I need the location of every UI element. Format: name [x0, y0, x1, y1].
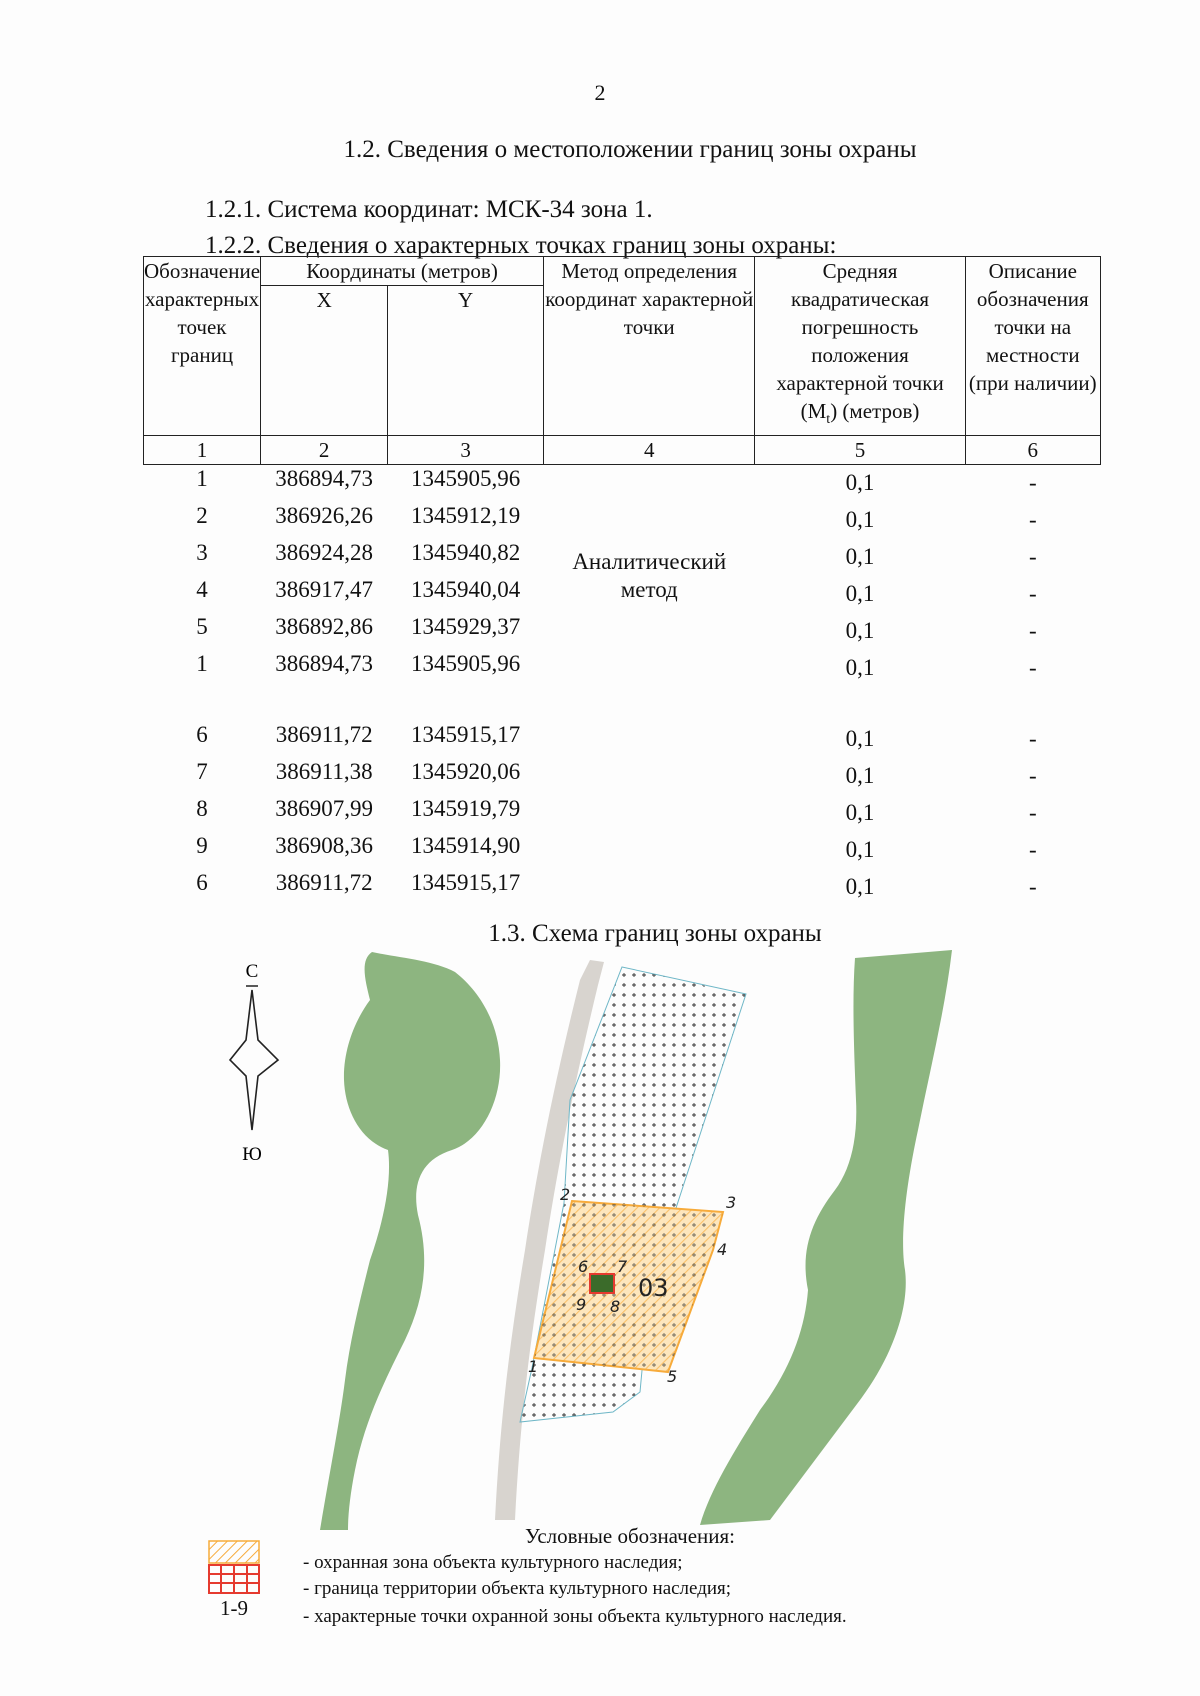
coord-x: 386894,73: [275, 466, 374, 491]
accuracy-value: 0,1: [845, 763, 875, 788]
map-point-label-4: 4: [717, 1240, 728, 1259]
description-value: -: [1028, 470, 1037, 495]
method-empty: [544, 869, 755, 906]
method-empty: [544, 832, 755, 869]
legend-title: Условные обозначения:: [524, 1524, 736, 1548]
header-method: Метод определения координат характерной точки: [544, 257, 755, 436]
table-row: [144, 721, 1101, 758]
compass-south: Ю: [242, 1144, 262, 1165]
legend-territory-swatch: [208, 1564, 260, 1599]
header-accuracy: Средняя квадратическая погрешность положения характерной точки $(M_t)$ (метров): [755, 257, 965, 436]
accuracy-value: 0,1: [845, 544, 875, 569]
legend-item-territory: - граница территории объекта культурного наследия;: [303, 1578, 732, 1599]
points-heading: 1.2.2. Сведения о характерных точках границ зоны охраны:: [205, 232, 837, 259]
map-point-label-1: 1: [528, 1357, 539, 1376]
accuracy-value: 0,1: [845, 655, 875, 680]
description-value: -: [1028, 800, 1037, 825]
map-point-label-7: 7: [617, 1257, 628, 1276]
coord-x: 386907,99: [275, 796, 374, 821]
scheme-title: 1.3. Схема границ зоны охраны: [488, 920, 822, 947]
map-point-label-9: 9: [576, 1295, 587, 1314]
point-number: 1: [196, 466, 208, 491]
gap-cell: [755, 687, 965, 721]
point-number: 6: [196, 722, 208, 747]
coord-y: 1345929,37: [411, 614, 521, 639]
accuracy-value: 0,1: [845, 581, 875, 606]
method-value: Аналитический метод: [572, 549, 727, 602]
method-empty: [544, 721, 755, 758]
method-empty: [544, 758, 755, 795]
coord-y: 1345915,17: [411, 870, 521, 895]
cultural-object-territory: [590, 1274, 614, 1293]
gap-cell: [388, 687, 544, 721]
boundary-map: [0, 940, 1200, 1580]
gap-cell: [544, 687, 755, 721]
header-coords: Координаты (метров): [261, 257, 544, 286]
table-row: [144, 465, 1101, 503]
north-arrow-icon: [230, 961, 278, 1165]
point-number: 1: [196, 651, 208, 676]
coord-x: 386911,38: [275, 759, 373, 784]
coord-y: 1345919,79: [411, 796, 521, 821]
description-value: -: [1028, 837, 1037, 862]
coordinate-system-line: 1.2.1. Система координат: МСК-34 зона 1.: [205, 196, 653, 223]
gap-cell: [144, 687, 261, 721]
colnum-5: 5: [755, 436, 965, 465]
colnum-2: 2: [261, 436, 388, 465]
description-value: -: [1028, 581, 1037, 606]
table-row: [144, 832, 1101, 869]
point-number: 8: [196, 796, 208, 821]
vegetation-area-left: [320, 952, 500, 1530]
gap-cell: [965, 687, 1100, 721]
description-value: -: [1028, 763, 1037, 788]
coord-x: 386924,28: [275, 540, 374, 565]
description-value: -: [1028, 655, 1037, 680]
section-title: 1.2. Сведения о местоположении границ зоны охраны: [343, 136, 917, 163]
coord-x: 386911,72: [275, 722, 373, 747]
coord-y: 1345940,04: [411, 577, 521, 602]
point-number: 6: [196, 870, 208, 895]
accuracy-value: 0,1: [845, 800, 875, 825]
accuracy-value: 0,1: [845, 618, 875, 643]
coord-x: 386911,72: [275, 870, 373, 895]
colnum-4: 4: [544, 436, 755, 465]
map-point-label-6: 6: [578, 1257, 589, 1276]
colnum-1: 1: [144, 436, 261, 465]
table-row: [144, 869, 1101, 906]
coord-y: 1345915,17: [411, 722, 521, 747]
accuracy-value: 0,1: [845, 507, 875, 532]
coord-y: 1345905,96: [411, 466, 521, 491]
page-number: 2: [594, 80, 606, 105]
point-number: 2: [196, 503, 208, 528]
table-row: [144, 795, 1101, 832]
accuracy-value: 0,1: [845, 837, 875, 862]
legend-points-label: 1-9: [220, 1596, 248, 1620]
accuracy-value: 0,1: [845, 726, 875, 751]
method-empty: [544, 795, 755, 832]
map-point-label-3: 3: [726, 1193, 737, 1212]
object-label: 03: [638, 1274, 669, 1302]
header-x: X: [261, 286, 388, 436]
coord-y: 1345940,82: [411, 540, 521, 565]
coord-x: 386926,26: [275, 503, 374, 528]
accuracy-value: 0,1: [845, 874, 875, 899]
description-value: -: [1028, 544, 1037, 569]
point-number: 7: [196, 759, 208, 784]
coord-x: 386892,86: [275, 614, 374, 639]
map-point-label-5: 5: [667, 1367, 678, 1386]
description-value: -: [1028, 726, 1037, 751]
table-gap-row: [144, 687, 1101, 721]
description-value: -: [1028, 618, 1037, 643]
header-description: Описание обозначения точки на местности (при наличии): [965, 257, 1100, 436]
table-row: [144, 758, 1101, 795]
compass-north: С: [245, 961, 259, 982]
coord-y: 1345914,90: [411, 833, 521, 858]
accuracy-value: 0,1: [845, 470, 875, 495]
header-point: Обозначение характерных точек границ: [144, 257, 261, 436]
colnum-6: 6: [965, 436, 1100, 465]
gap-cell: [261, 687, 388, 721]
coord-y: 1345912,19: [411, 503, 521, 528]
colnum-3: 3: [388, 436, 544, 465]
header-y: Y: [388, 286, 544, 436]
coord-x: 386917,47: [275, 577, 374, 602]
coord-y: 1345905,96: [411, 651, 521, 676]
coord-x: 386908,36: [275, 833, 374, 858]
coord-x: 386894,73: [275, 651, 374, 676]
legend-item-zone: - охранная зона объекта культурного наследия;: [303, 1552, 683, 1573]
map-point-label-8: 8: [610, 1297, 621, 1316]
map-point-label-2: 2: [560, 1185, 571, 1204]
description-value: -: [1028, 874, 1037, 899]
point-number: 3: [196, 540, 208, 565]
point-number: 9: [196, 833, 208, 858]
points-table: [143, 256, 1101, 906]
description-value: -: [1028, 507, 1037, 532]
coord-y: 1345920,06: [411, 759, 521, 784]
point-number: 4: [196, 577, 208, 602]
legend-item-points: - характерные точки охранной зоны объекта культурного наследия.: [303, 1606, 847, 1627]
vegetation-area-right: [700, 950, 952, 1525]
point-number: 5: [196, 614, 208, 639]
